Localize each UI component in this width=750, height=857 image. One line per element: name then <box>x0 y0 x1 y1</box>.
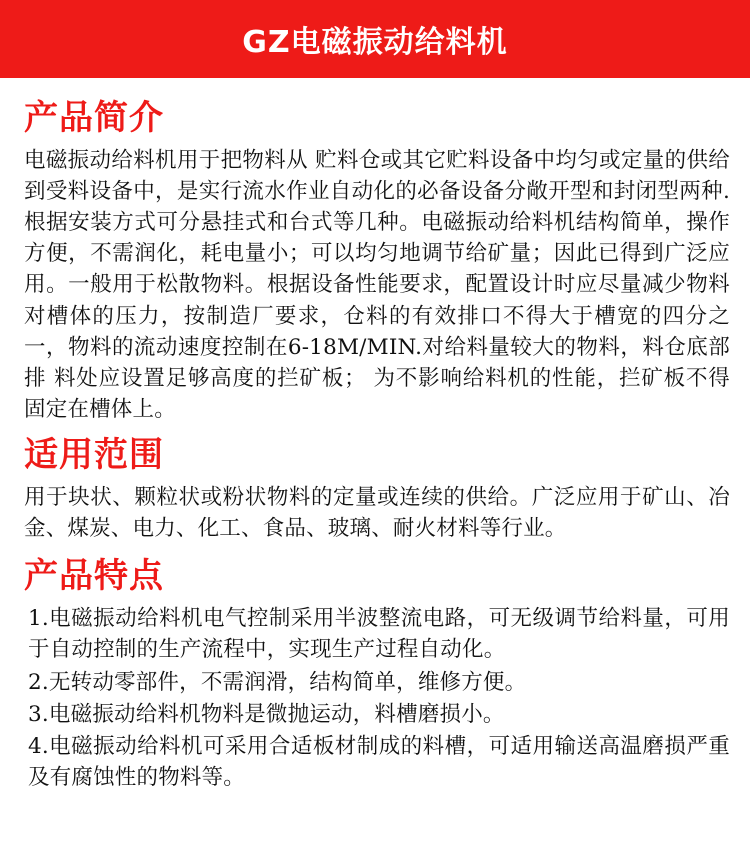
list-item: 1.电磁振动给料机电气控制采用半波整流电路，可无级调节给料量，可用于自动控制的生产流程中，实现生产过程自动化。 <box>28 606 730 663</box>
content-area <box>0 78 750 793</box>
feature-list <box>28 603 730 793</box>
section-heading-scope: 适用范围 <box>24 435 164 476</box>
list-item: 4.电磁振动给料机可采用合适板材制成的料槽，可适用输送高温磨损严重及有腐蚀性的物料等。 <box>28 733 730 791</box>
page-title-banner <box>0 0 750 78</box>
section-body-scope: 用于块状、颗粒状或粉状物料的定量或连续的供给。广泛应用于矿山、冶金、煤炭、电力、化工、食品、玻璃、耐火材料等行业。 <box>24 485 730 542</box>
list-item: 2.无转动零部件，不需润滑，结构简单，维修方便。 <box>28 669 527 695</box>
section-heading-features: 产品特点 <box>24 556 164 597</box>
section-product-intro <box>18 98 732 425</box>
page-title: GZ电磁振动给料机 <box>242 25 508 60</box>
section-product-features <box>18 556 732 793</box>
section-body-intro: 电磁振动给料机用于把物料从 贮料仓或其它贮料设备中均匀或定量的供给到受料设备中，是实行流水作业自动化的必备设备分敞开型和封闭型两种.根据安装方式可分悬挂式和台式等几种。电磁振动给料机结构简单，操作方便，不需润化，耗电量小；可以均匀地调节给矿量；因此已得到广泛应用。一般用于松散物料。根据设备性能要求，配置设计时应尽量减少物料对槽体的压力，按制造厂要求，仓料的有效排口不得大于槽宽的四分之一，物料的流动速度控制在6-18M/MIN.对给料量较大的物料，料仓底部排 料处应设置足够高度的拦矿板； 为不影响给料机的性能，拦矿板不得固定在槽体上。 <box>24 147 730 423</box>
section-heading-intro: 产品简介 <box>24 98 164 138</box>
list-item: 3.电磁振动给料机物料是微抛运动，料槽磨损小。 <box>28 701 505 727</box>
section-application-scope <box>18 435 732 544</box>
